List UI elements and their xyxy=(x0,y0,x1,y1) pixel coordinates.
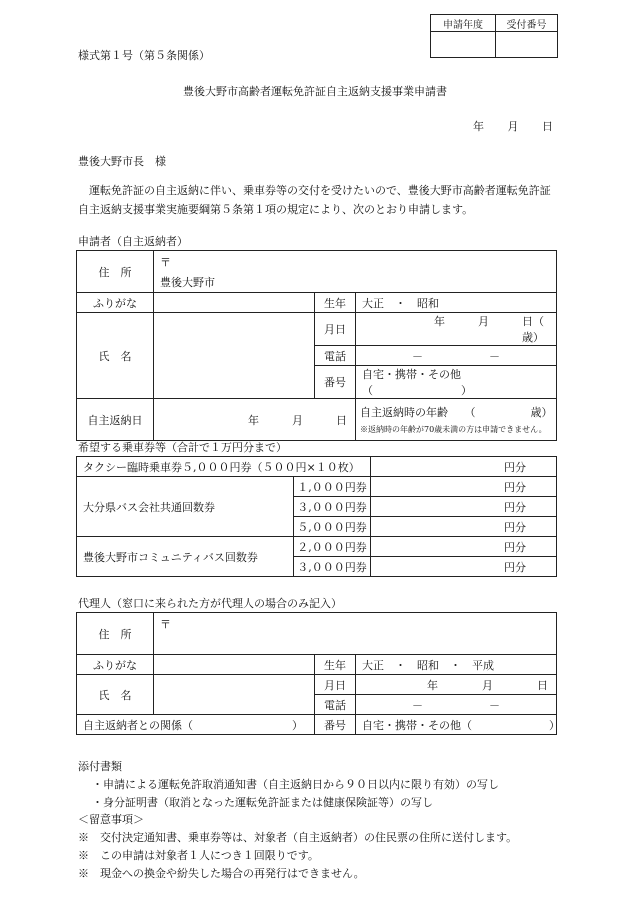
date-day: 日 xyxy=(542,120,553,133)
applicant-address-label: 住 所 xyxy=(77,251,154,293)
agent-birth-label-1: 生年 xyxy=(315,655,356,675)
applicant-furigana-label: ふりがな xyxy=(77,293,154,313)
applicant-birth-date[interactable]: 年 月 日（ 歳） xyxy=(356,313,557,346)
applicant-age-cell xyxy=(356,399,557,441)
agent-section-title: 代理人（窓口に来られた方が代理人の場合のみ記入） xyxy=(78,597,342,610)
applicant-section-title: 申請者（自主返納者） xyxy=(78,235,188,248)
applicant-address-field[interactable] xyxy=(154,251,557,293)
agent-furigana-field[interactable] xyxy=(154,655,315,675)
applicant-name-label: 氏 名 xyxy=(77,313,154,399)
bus-oita-5000: ５,０００円券 xyxy=(294,517,371,537)
applicant-address-value: 豊後大野市 xyxy=(160,275,215,289)
applicant-return-label: 自主返納日 xyxy=(77,399,154,441)
tickets-section-title: 希望する乗車券等（合計で１万円分まで） xyxy=(78,441,287,454)
taxi-ticket-label: タクシー臨時乗車券５,０００円券（５００円×１０枚） xyxy=(77,457,371,477)
taxi-ticket-amount[interactable]: 円分 xyxy=(371,457,557,477)
community-bus-2000: ２,０００円券 xyxy=(294,537,371,557)
applicant-return-date[interactable]: 年 月 日 xyxy=(154,399,356,441)
application-year-header: 申請年度 xyxy=(431,15,496,32)
agent-table xyxy=(76,612,560,735)
community-bus-2000-amount[interactable]: 円分 xyxy=(371,537,557,557)
application-year-cell[interactable] xyxy=(431,32,496,58)
agent-phone-label-1: 電話 xyxy=(315,695,356,715)
receipt-number-cell[interactable] xyxy=(496,32,558,58)
form-number: 様式第１号（第５条関係） xyxy=(78,49,210,62)
agent-address-label: 住 所 xyxy=(77,613,154,655)
agent-address-field[interactable] xyxy=(154,613,557,655)
postal-mark: 〒 xyxy=(160,255,171,269)
bus-oita-3000: ３,０００円券 xyxy=(294,497,371,517)
community-bus-label: 豊後大野市コミュニティバス回数券 xyxy=(77,537,294,577)
applicant-age-note: ※返納時の年齢が70歳未満の方は申請できません。 xyxy=(360,425,547,434)
attachment-item: ・申請による運転免許取消通知書（自主返納日から９０日以内に限り有効）の写し xyxy=(92,778,499,791)
applicant-name-field[interactable] xyxy=(154,313,315,399)
applicant-phone-type[interactable]: 自宅・携帯・その他（ ） xyxy=(356,366,557,399)
bus-oita-label: 大分県バス会社共通回数券 xyxy=(77,477,294,537)
document-title: 豊後大野市高齢者運転免許証自主返納支援事業申請書 xyxy=(183,85,447,98)
applicant-phone-dash[interactable]: － － xyxy=(356,346,557,366)
community-bus-3000-amount[interactable]: 円分 xyxy=(371,557,557,577)
agent-phone-label-2: 番号 xyxy=(315,715,356,735)
agent-relation[interactable]: 自主返納者との関係（ ） xyxy=(77,715,315,735)
attachments-title: 添付書類 xyxy=(78,760,122,773)
agent-birth-date[interactable]: 年 月 日 xyxy=(356,675,557,695)
bus-oita-1000-amount[interactable]: 円分 xyxy=(371,477,557,497)
agent-name-field[interactable] xyxy=(154,675,315,715)
date-month: 月 xyxy=(507,120,519,133)
addressee: 豊後大野市長 様 xyxy=(78,155,166,168)
agent-name-label: 氏 名 xyxy=(77,675,154,715)
tickets-table xyxy=(76,456,557,577)
community-bus-3000: ３,０００円券 xyxy=(294,557,371,577)
applicant-phone-label-1: 電話 xyxy=(315,346,356,366)
bus-oita-5000-amount[interactable]: 円分 xyxy=(371,517,557,537)
receipt-number-header: 受付番号 xyxy=(496,15,558,32)
agent-phone-dash[interactable]: － － xyxy=(356,695,557,715)
applicant-phone-label-2: 番号 xyxy=(315,366,356,399)
applicant-birth-label-2: 月日 xyxy=(315,313,356,346)
note-item: ※ 交付決定通知書、乗車券等は、対象者（自主返納者）の住民票の住所に送付します。 xyxy=(78,831,518,844)
applicant-birth-label-1: 生年 xyxy=(315,293,356,313)
note-item: ※ この申請は対象者１人につき１回限りです。 xyxy=(78,849,319,862)
bus-oita-1000: １,０００円券 xyxy=(294,477,371,497)
agent-era: 大正 ・ 昭和 ・ 平成 xyxy=(356,655,557,675)
note-item: ※ 現金への換金や紛失した場合の再発行はできません。 xyxy=(78,867,365,880)
intro-text: 運転免許証の自主返納に伴い、乗車券等の交付を受けたいので、豊後大野市高齢者運転免許証自主返納支援事業実施要綱第５条第１項の規定により、次のとおり申請します。 xyxy=(78,184,551,216)
applicant-table xyxy=(76,250,610,441)
agent-birth-label-2: 月日 xyxy=(315,675,356,695)
date-line xyxy=(473,118,553,134)
agent-furigana-label: ふりがな xyxy=(77,655,154,675)
attachment-item: ・身分証明書（取消となった運転免許証または健康保険証等）の写し xyxy=(92,796,433,809)
applicant-age-at-return[interactable]: 自主返納時の年齢 （ 歳） xyxy=(360,406,553,419)
notes-title: ＜留意事項＞ xyxy=(78,813,144,826)
agent-phone-type[interactable]: 自宅・携帯・その他（ ） xyxy=(356,715,557,735)
reception-box xyxy=(430,14,558,58)
applicant-furigana-field[interactable] xyxy=(154,293,315,313)
agent-postal-mark: 〒 xyxy=(160,618,171,631)
bus-oita-3000-amount[interactable]: 円分 xyxy=(371,497,557,517)
applicant-era: 大正 ・ 昭和 xyxy=(356,293,557,313)
date-year: 年 xyxy=(473,120,484,133)
